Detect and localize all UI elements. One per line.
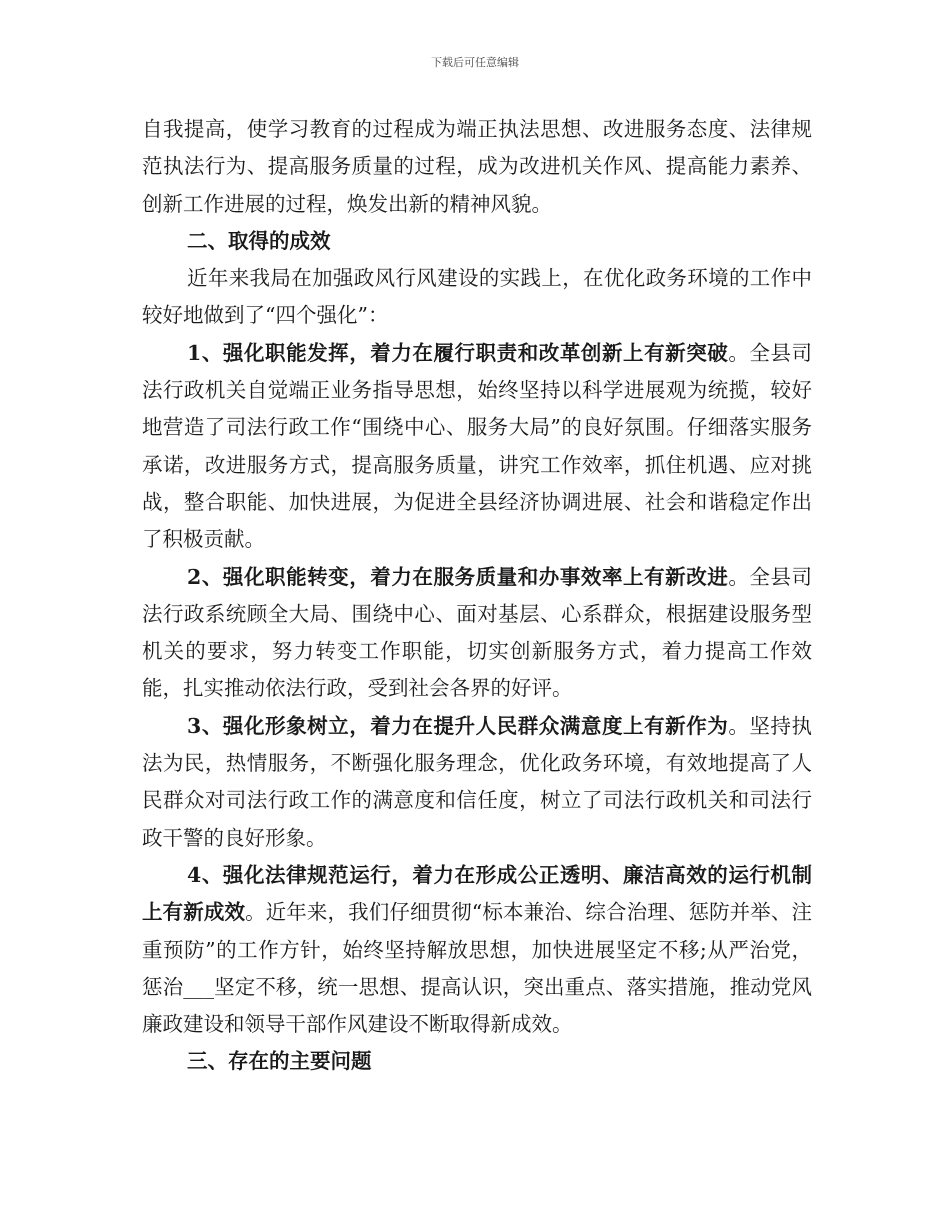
list-item-4-lead: 4、强化法律规范运行，着力在形成公正透明、廉洁高效的运行机制上有新成效 — [142, 862, 812, 925]
list-item-2-lead: 2、强化职能转变，着力在服务质量和办事效率上有新改进 — [187, 564, 729, 589]
list-item-4 — [142, 857, 812, 1043]
list-item-1-lead: 1、强化职能发挥，着力在履行职责和改革创新上有新突破 — [187, 340, 729, 365]
list-item-1 — [142, 335, 812, 559]
list-item-1-body: 。全县司法行政机关自觉端正业务指导思想，始终坚持以科学进展观为统揽，较好地营造了司法行政工作“围绕中心、服务大局”的良好氛围。仔细落实服务承诺，改进服务方式，提高服务质量，讲究工作效率，抓住机遇、应对挑战，整合职能、加快进展，为促进全县经济协调进展、社会和谐稳定作出了积极贡献。 — [142, 340, 813, 552]
list-item-2-body: 。全县司法行政系统顾全大局、围绕中心、面对基层、心系群众，根据建设服务型机关的要求，努力转变工作职能，切实创新服务方式，着力提高工作效能，扎实推动依法行政，受到社会各界的好评。 — [142, 564, 813, 701]
section-heading-achievements: 二、取得的成效 — [187, 228, 331, 253]
list-item-3-body: 。坚持执法为民，热情服务，不断强化服务理念，优化政务环境，有效地提高了人民群众对司法行政工作的满意度和信任度，树立了司法行政机关和司法行政干警的良好形象。 — [142, 713, 813, 850]
list-item-2 — [142, 559, 812, 708]
paragraph-intro: 自我提高，使学习教育的过程成为端正执法思想、改进服务态度、法律规范执法行为、提高服务质量的过程，成为改进机关作风、提高能力素养、创新工作进展的过程，焕发出新的精神风貌。 — [142, 117, 812, 216]
list-item-4-body: 。近年来，我们仔细贯彻“标本兼治、综合治理、惩防并举、注重预防”的工作方针，始终坚持解放思想，加快进展坚定不移;从严治党，惩治___坚定不移，统一思想、提高认识，突出重点、落实措施，推动党风廉政建设和领导干部作风建设不断取得新成效。 — [142, 900, 813, 1037]
paragraph-summary: 近年来我局在加强政风行风建设的实践上，在优化政务环境的工作中较好地做到了“四个强化”： — [142, 266, 812, 328]
section-heading-problems: 三、存在的主要问题 — [187, 1049, 372, 1074]
list-item-3-lead: 3、强化形象树立，着力在提升人民群众满意度上有新作为 — [187, 713, 729, 738]
document-body — [142, 111, 812, 1081]
list-item-3 — [142, 708, 812, 857]
page-header: 下载后可任意编辑 — [431, 56, 519, 69]
